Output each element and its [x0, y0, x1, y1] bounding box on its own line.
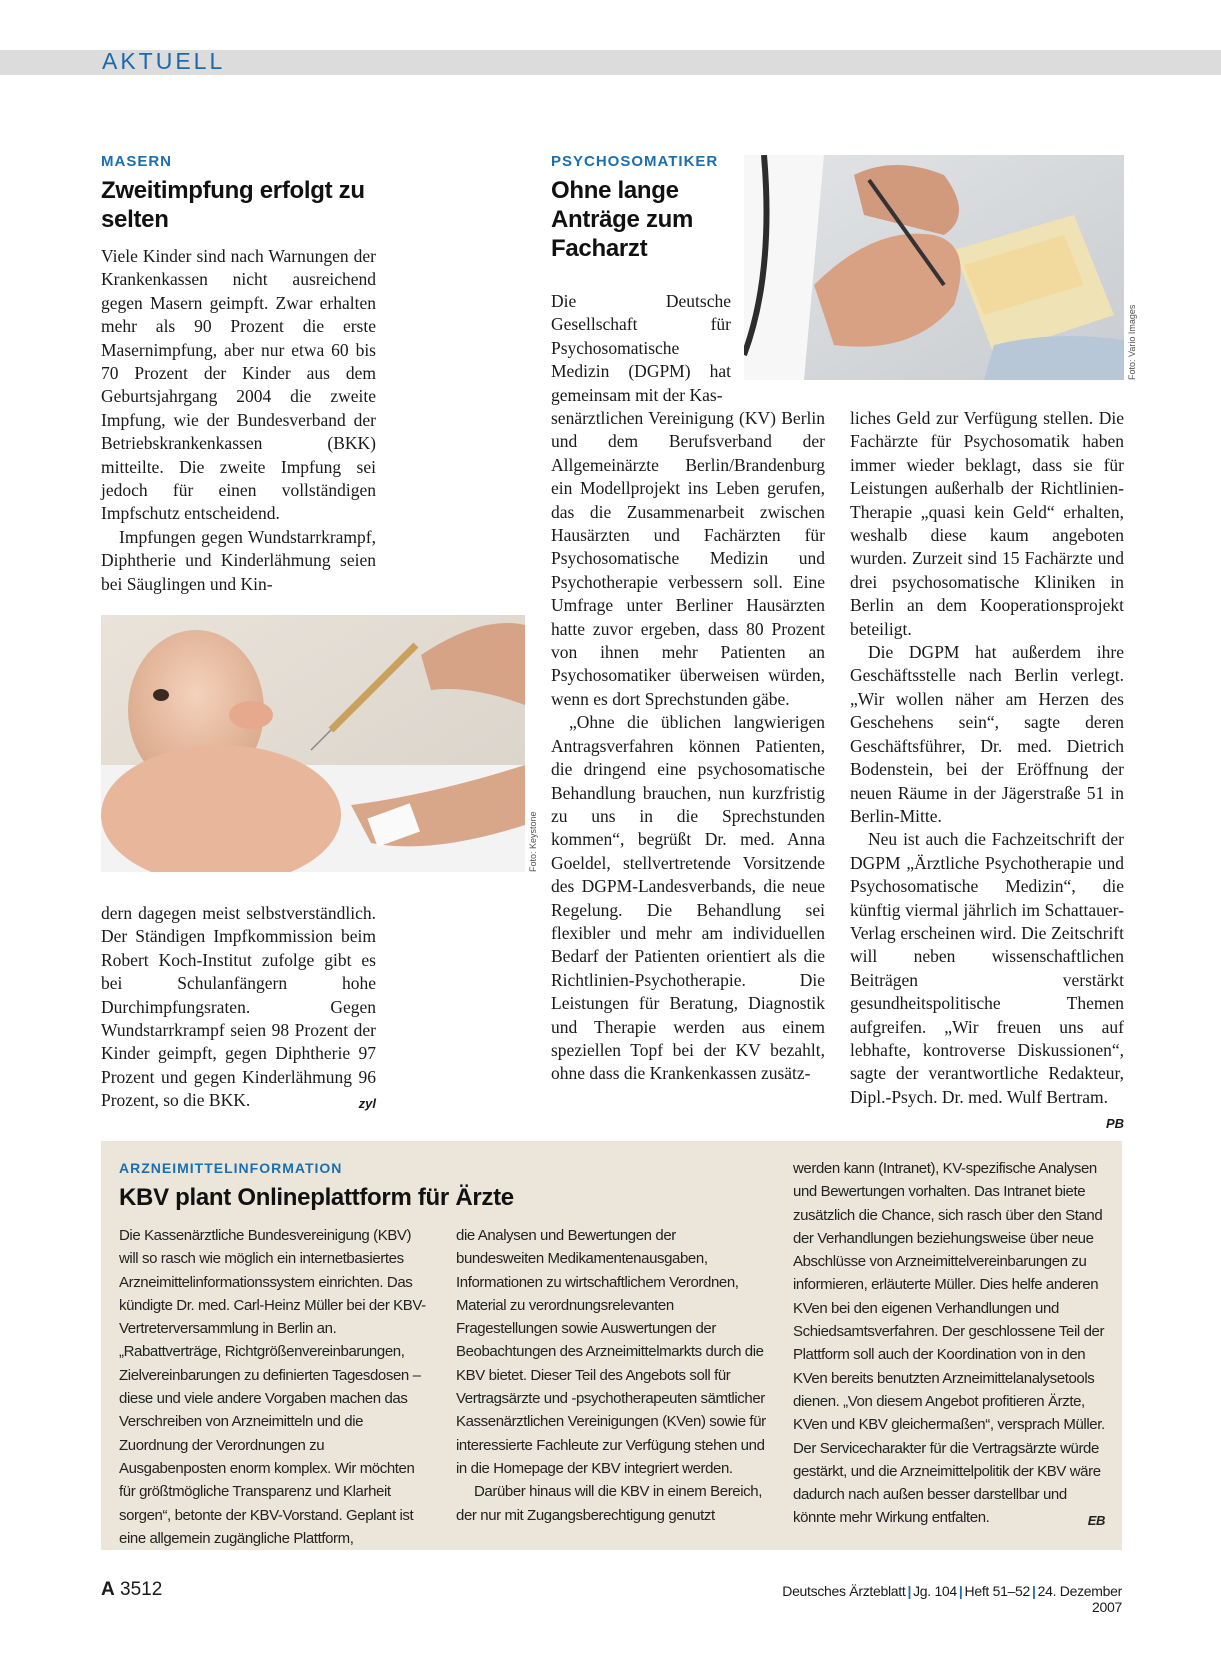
- journal-name: Deutsches Ärzteblatt: [782, 1583, 906, 1599]
- article1-paragraph: [101, 902, 376, 1113]
- journal-info: Deutsches Ärzteblatt | Jg. 104 | Heft 51–52 | 24. Dezember 2007: [782, 1583, 1122, 1615]
- article2-paragraph-text: Neu ist auch die Fachzeitschrift der DGPM „Ärztliche Psychotherapie und Psychosomatische Medizin“, die künftig viermal jährlich im Schattauer-Verlag erscheinen wird. Die Zeitschrift will neben wissenschaftlichen Beiträgen verstärkt gesundheitspolitische Themen aufgreifen. „Wir freuen uns auf lebhafte, kontroverse Diskussionen“, sagte der verantwortliche Redakteur, Dipl.-Psych. Dr. med. Wulf Bertram.: [850, 829, 1124, 1107]
- box-paragraph: Die Kassenärztliche Bundesvereinigung (KBV) will so rasch wie möglich ein internetbasiertes Arzneimittelinformationssystem einrichten. Das kündigte Dr. med. Carl-Heinz Müller bei der KBV-Vertreterversammlung in Berlin an. „Rabattverträge, Richtgrößenvereinbarungen, Zielvereinbarungen zu definierten Tagesdosen – diese und viele andere Vorgaben machen das Verschreiben von Arzneimitteln und die Zuordnung der Verordnungen zu Ausgabenposten enorm komplex. Wir möchten für größtmögliche Transparenz und Klarheit sorgen“, betonte der KBV-Vorstand. Geplant ist eine allgemein zugängliche Plattform,: [119, 1227, 426, 1547]
- baby-vaccination-image: [101, 615, 525, 872]
- article1-paragraph: Impfungen gegen Wundstarrkrampf, Diphtherie und Kinderlähmung seien bei Säuglingen und Kin-: [101, 526, 376, 594]
- article1-body-top: [101, 245, 376, 596]
- article2-paragraph: liches Geld zur Verfügung stellen. Die Fachärzte für Psychosomatik haben immer wieder beklagt, dass sie für Leistungen außerhalb der Richtlinien-Therapie „quasi kein Geld“ erhalten, weshalb diese kaum angeboten wurden. Zurzeit sind 15 Fachärzte und drei psychosomatische Kliniken in Berlin an dem Kooperationsprojekt beteiligt.: [850, 408, 1124, 639]
- author-signature: zyl: [358, 1096, 376, 1112]
- article2-paragraph: [850, 828, 1124, 1132]
- article2-kicker: PSYCHOSOMATIKER: [551, 153, 719, 170]
- article2-paragraph: „Ohne die üblichen langwierigen Antragsverfahren können Patienten, die dringend eine psychosomatische Behandlung brauchen, nun kurzfristig zu uns in die Sprechstunden kommen“, begrüßt Dr. med. Anna Goeldel, stellvertretende Vorsitzende des DGPM-Landesverbands, die neue Regelung. Die Behandlung sei flexibler und mehr am individuellen Bedarf der Patienten orientiert als die Richtlinien-Psychotherapie. Die Leistungen für Beratung, Diagnostik und Therapie werden aus einem speziellen Topf bei der KV bezahlt, ohne dass die Krankenkassen zusätz-: [551, 712, 825, 1084]
- box-column-1: [119, 1224, 429, 1550]
- doctor-writing-image: [744, 155, 1124, 380]
- box-paragraph-text: werden kann (Intranet), KV-spezifische Analysen und Bewertungen vorhalten. Das Intranet biete zusätzlich die Chance, sich rasch über den Stand der Verhandlungen beziehungsweise über neue Abschlüsse von Arzneimittelvereinbarungen zu informieren, erläuterte Müller. Dies helfe anderen KVen bei den eigenen Verhandlungen und Schiedsamtsverfahren. Der geschlossene Teil der Plattform soll auch der Koordination von in den KVen bereits benutzten Arzneimittelanalysetools dienen. „Von diesem Angebot profitieren Ärzte, KVen und KBV gleichermaßen“, versprach Müller. Der Servicecharakter für die Vertragsärzte würde gestärkt, und die Arzneimittelpolitik der KBV wäre dadurch nach außen besser darstellbar und könnte mehr Wirkung entfalten.: [793, 1160, 1105, 1527]
- article2-paragraph: Die DGPM hat außerdem ihre Geschäftsstelle nach Berlin verlegt. „Wir wollen näher am Herzen des Geschehens sein“, sagte deren Geschäftsführer, Dr. med. Dietrich Bodenstein, bei der Eröffnung der neuen Räume in der Jägerstraße 51 in Berlin-Mitte.: [850, 642, 1124, 826]
- box-kicker: ARZNEIMITTELINFORMATION: [119, 1160, 343, 1176]
- article1-paragraph-text: dern dagegen meist selbstverständlich. Der Ständigen Impfkommission beim Robert Koch-Institut zufolge gibt es bei Schulanfängern hohe Durchimpfungsraten. Gegen Wundstarrkrampf seien 98 Prozent der Kinder geimpft, gegen Diphtherie 97 Prozent und gegen Kinderlähmung 96 Prozent, so die BKK.: [101, 903, 376, 1111]
- baby-vaccination-photo: [101, 615, 525, 872]
- article2-paragraph: senärztlichen Vereinigung (KV) Berlin und dem Berufsverband der Allgemeinärzte Berlin/Brandenburg ein Modellprojekt ins Leben gerufen, das die Zusammenarbeit zwischen Hausärzten und Fachärzten für Psychosomatische Medizin und Psychotherapie verbessern soll. Eine Umfrage unter Berliner Hausärzten hatte zuvor ergeben, dass 80 Prozent von ihnen mehr Patienten an Psychosomatiker überweisen würden, wenn es dort Sprechstunden gäbe.: [551, 408, 825, 709]
- photo-credit: Foto: Vario Images: [1127, 304, 1137, 380]
- article2-body-col1: [551, 407, 825, 1086]
- photo-credit: Foto: Keystone: [528, 811, 538, 872]
- section-label: AKTUELL: [102, 48, 226, 74]
- page-number: [101, 1579, 162, 1601]
- article2-headline: Ohne lange Anträge zum Facharzt: [551, 177, 694, 262]
- author-signature: EB: [1087, 1513, 1105, 1529]
- doctor-writing-photo: [744, 155, 1124, 380]
- box-column-2: [456, 1224, 766, 1527]
- box-headline: KBV plant Onlineplattform für Ärzte: [119, 1184, 514, 1211]
- journal-issue: Heft 51–52: [964, 1583, 1031, 1599]
- journal-date: 24. Dezember 2007: [1037, 1583, 1122, 1615]
- box-paragraph: Darüber hinaus will die KBV in einem Bereich, der nur mit Zugangsberechtigung genutzt: [456, 1483, 762, 1524]
- article2-paragraph: Die Deutsche Gesellschaft für Psychosomatische Medizin (DGPM) hat gemeinsam mit der Kas-: [551, 291, 731, 405]
- article2-body-intro: [551, 290, 731, 407]
- page-prefix: A: [101, 1579, 115, 1600]
- article2-body-col2: [850, 407, 1124, 1136]
- box-column-3: [793, 1157, 1105, 1533]
- author-signature: PB: [1105, 1116, 1124, 1132]
- journal-volume: Jg. 104: [913, 1583, 957, 1599]
- article1-body-bottom: [101, 902, 376, 1116]
- article1-kicker: MASERN: [101, 153, 173, 170]
- page-number-value: 3512: [120, 1579, 163, 1600]
- article1-headline: Zweitimpfung erfolgt zu selten: [101, 177, 365, 233]
- article1-paragraph: Viele Kinder sind nach Warnungen der Krankenkassen nicht ausreichend gegen Masern geimpft. Zwar erhalten mehr als 90 Prozent die erste Masernimpfung, aber nur etwa 60 bis 70 Prozent der Kinder aus dem Geburtsjahrgang 2004 die zweite Impfung, wie der Bundesverband der Betriebskrankenkassen (BKK) mitteilte. Die zweite Impfung sei jedoch für einen vollständigen Impfschutz entscheidend.: [101, 246, 376, 524]
- box-paragraph: [793, 1157, 1105, 1530]
- box-paragraph: die Analysen und Bewertungen der bundesweiten Medikamentenausgaben, Informationen zu wirtschaftlichem Verordnen, Material zu verordnungsrelevanten Fragestellungen sowie Auswertungen der Beobachtungen des Arzneimittelmarkts durch die KBV bietet. Dieser Teil des Angebots soll für Vertragsärzte und -psychotherapeuten sämtlicher Kassenärztlichen Vereinigungen (KVen) sowie für interessierte Fachleute zur Verfügung stehen und in die Homepage der KBV integriert werden.: [456, 1227, 766, 1477]
